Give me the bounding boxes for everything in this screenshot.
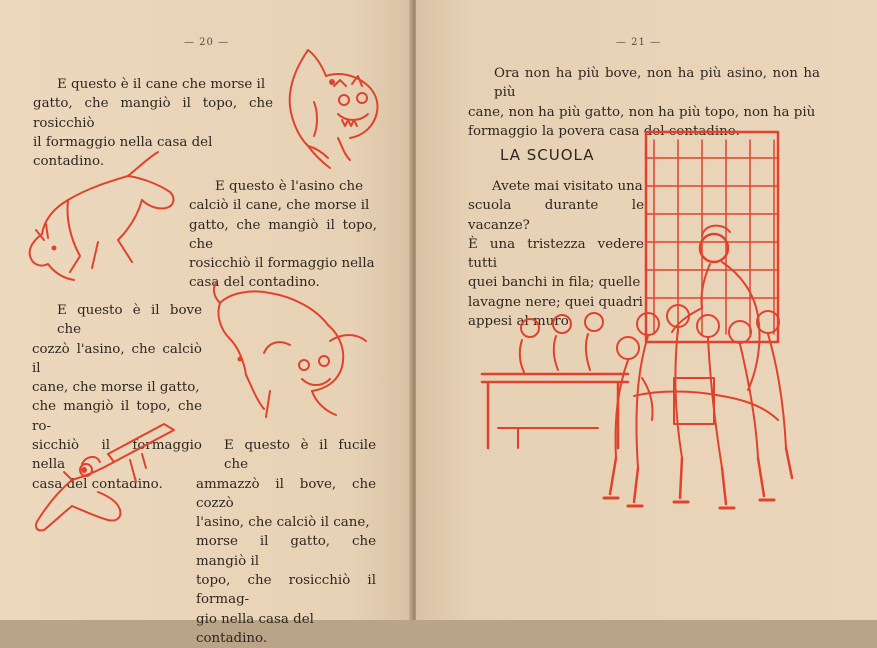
bulldog-illustration (278, 42, 383, 172)
page-number: — 20 — (184, 37, 230, 48)
page-number: — 21 — (616, 37, 662, 48)
bull-illustration (210, 275, 370, 430)
text-line: l'asino, che calciò il cane, (196, 515, 370, 531)
text-line: È una tristezza vedere tutti (468, 236, 644, 272)
rifle-illustration (24, 424, 179, 534)
text-line: E questo è il fucile che (224, 438, 376, 473)
text-line: cane, non ha più gatto, non ha più topo, non ha più (468, 104, 816, 120)
text-line: sicchiò il formaggio nella (32, 438, 202, 473)
text-line: lavagne nere; quei quadri (468, 294, 643, 310)
text-line: quei banchi in fila; quelle (468, 275, 641, 291)
text-line: casa del contadino. (189, 275, 320, 291)
donkey-illustration (18, 148, 183, 288)
text-line: morse il gatto, che mangiò il (196, 534, 376, 569)
text-line: Ora non ha più bove, non ha più asino, non ha più (494, 66, 820, 101)
section-heading: LA SCUOLA (500, 146, 595, 164)
text-line: calciò il cane, che morse il (189, 198, 370, 214)
text-line: E questo è il cane che morse il (57, 77, 266, 92)
text-line: il formaggio nella casa del contadino. (33, 134, 213, 170)
text-line: E questo è l'asino che (215, 179, 363, 194)
text-line: gio nella casa del contadino. (196, 611, 314, 646)
classroom-illustration (478, 128, 808, 538)
paragraph-fucile (196, 436, 376, 648)
left-page (0, 0, 412, 646)
text-line: casa del contadino. (32, 476, 163, 492)
text-line: gatto, che mangiò il topo, che rosicchiò (33, 96, 273, 131)
text-line: cane, che morse il gatto, (32, 380, 200, 396)
text-line: E questo è il bove che (57, 303, 202, 338)
text-line: appesi al muro. (468, 314, 573, 330)
text-line: topo, che rosicchiò il formag- (196, 573, 376, 608)
text-line: gatto, che mangiò il topo, che (189, 217, 377, 252)
text-line: cozzò l'asino, che calciò il (32, 341, 202, 376)
text-line: scuola durante le vacanze? (468, 198, 644, 233)
text-line: rosicchiò il formaggio nella (189, 256, 375, 272)
right-page (416, 0, 877, 620)
text-line: Avete mai visitato una (492, 179, 643, 194)
text-line: formaggio la povera casa del contadino. (468, 123, 740, 139)
text-line: ammazzò il bove, che cozzò (196, 476, 376, 511)
text-line: che mangiò il topo, che ro- (32, 399, 202, 434)
